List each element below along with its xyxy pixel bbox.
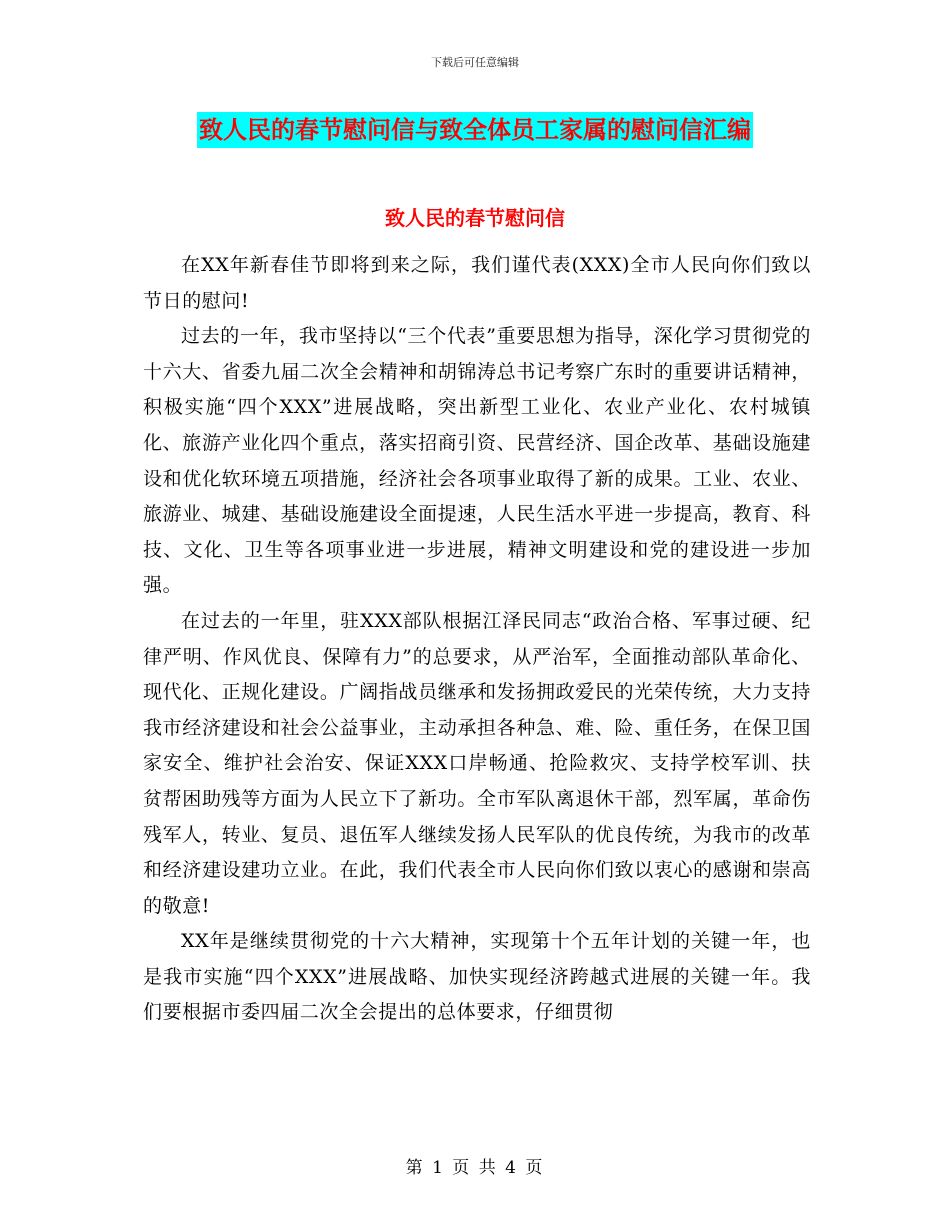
- page-header-note: 下载后可任意编辑: [431, 56, 519, 69]
- main-title-container: [0, 112, 950, 148]
- sub-title: 致人民的春节慰问信: [385, 206, 565, 230]
- paragraph-2: 过去的一年，我市坚持以“三个代表”重要思想为指导，深化学习贯彻党的十六大、省委九届二次全会精神和胡锦涛总书记考察广东时的重要讲话精神，积极实施“四个XXX”进展战略，突出新型工业化、农业产业化、农村城镇化、旅游产业化四个重点，落实招商引资、民营经济、国企改革、基础设施建设和优化软环境五项措施，经济社会各项事业取得了新的成果。工业、农业、旅游业、城建、基础设施建设全面提速，人民生活水平进一步提高，教育、科技、文化、卫生等各项事业进一步进展，精神文明建设和党的建设进一步加强。: [143, 325, 811, 597]
- paragraph-4: XX年是继续贯彻党的十六大精神，实现第十个五年计划的关键一年，也是我市实施“四个XXX”进展战略、加快实现经济跨越式进展的关键一年。我们要根据市委四届二次全会提出的总体要求，仔细贯彻: [143, 930, 811, 1024]
- letter-body: [143, 248, 811, 1031]
- main-title: 致人民的春节慰问信与致全体员工家属的慰问信汇编: [197, 112, 753, 148]
- page-number: 第 1 页 共 4 页: [405, 1158, 545, 1178]
- paragraph-3: 在过去的一年里，驻XXX部队根据江泽民同志“政治合格、军事过硬、纪律严明、作风优良、保障有力”的总要求，从严治军，全面推动部队革命化、现代化、正规化建设。广阔指战员继承和发扬拥政爱民的光荣传统，大力支持我市经济建设和社会公益事业，主动承担各种急、难、险、重任务，在保卫国家安全、维护社会治安、保证XXX口岸畅通、抢险救灾、支持学校军训、扶贫帮困助残等方面为人民立下了新功。全市军队离退休干部，烈军属，革命伤残军人，转业、复员、退伍军人继续发扬人民军队的优良传统，为我市的改革和经济建设建功立业。在此，我们代表全市人民向你们致以衷心的感谢和崇高的敬意!: [143, 609, 811, 917]
- paragraph-1: 在XX年新春佳节即将到来之际，我们谨代表(XXX)全市人民向你们致以节日的慰问!: [143, 254, 811, 312]
